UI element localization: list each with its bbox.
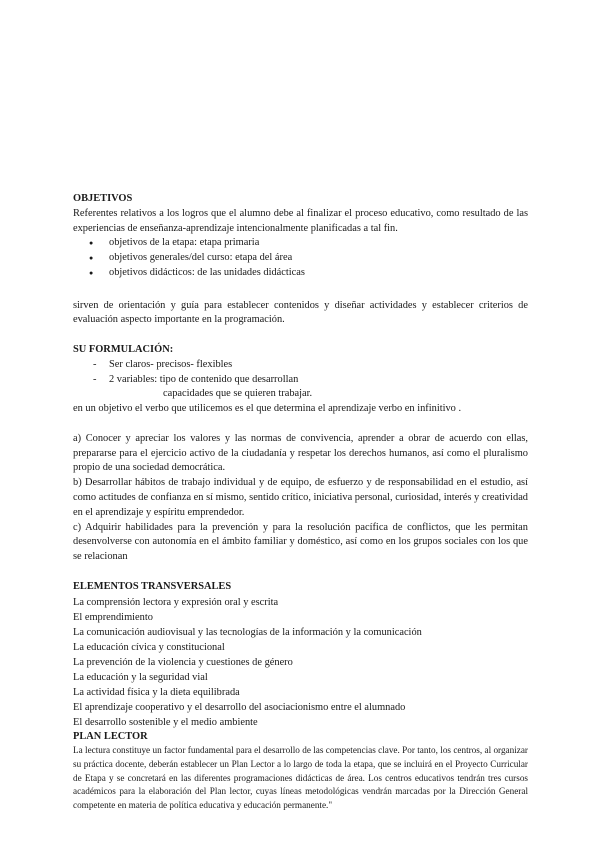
- list-item: ● objetivos de la etapa: etapa primaria: [73, 236, 528, 251]
- list-item: La educación cívica y constitucional: [73, 641, 225, 653]
- formulacion-heading: SU FORMULACIÓN:: [73, 343, 174, 355]
- list-item: - Ser claros- precisos- flexibles: [73, 358, 528, 373]
- list-item: La actividad física y la dieta equilibrada: [73, 686, 240, 698]
- list-item: - 2 variables: tipo de contenido que desarrollan: [73, 373, 528, 388]
- list-item: La comprensión lectora y expresión oral y escrita: [73, 596, 279, 608]
- objetivos-heading: OBJETIVOS: [73, 193, 133, 204]
- document-content: [73, 192, 528, 812]
- list-item: El desarrollo sostenible y el medio ambiente: [73, 716, 258, 728]
- list-item: El emprendimiento: [73, 611, 153, 623]
- example-c: c) Adquirir habilidades para la prevención y para la resolución pacífica de conflictos, que les permitan desenvolverse con autonomía en el ámbito familiar y doméstico, así como en los grupos sociales con los que se relacionan: [73, 521, 528, 563]
- list-item: ● objetivos generales/del curso: etapa del área: [73, 251, 528, 266]
- list-item: El aprendizaje cooperativo y el desarrollo del asociacionismo entre el alumnado: [73, 701, 406, 713]
- list-item: La prevención de la violencia y cuestiones de género: [73, 656, 293, 668]
- plan-lector-heading: PLAN LECTOR: [73, 730, 148, 742]
- objetivos-intro: Referentes relativos a los logros que el alumno debe al finalizar el proceso educativo, como resultado de las experiencias de enseñanza-aprendizaje intencionalmente planificadas a tal fin.: [73, 207, 528, 234]
- formulacion-list: [73, 358, 528, 388]
- plan-lector-text: La lectura constituye un factor fundamental para el desarrollo de las competencias clave. Por tanto, los centros, al organizar su práctica docente, deberán establecer un Plan Lector a lo largo de toda la etapa, que se incluirá en el Proyecto Curricular de Etapa y se concretará en las diferentes programaciones didácticas de área. Los centros educativos tendrán tres cursos académicos para la elaboración del Plan lector, cuyas líneas metodológicas vendrán marcadas por la Dirección General competente en materia de política educativa y educación permanente.": [73, 745, 528, 810]
- formulacion-note: en un objetivo el verbo que utilicemos es el que determina el aprendizaje verbo en infinitivo .: [73, 403, 462, 415]
- objetivos-purpose: sirven de orientación y guía para establecer contenidos y diseñar actividades y establecer criterios de evaluación aspecto importante en la programación.: [73, 299, 528, 326]
- list-item: La educación y la seguridad vial: [73, 671, 208, 683]
- transversales-heading: ELEMENTOS TRANSVERSALES: [73, 580, 232, 592]
- formulacion-sub-line: capacidades que se quieren trabajar.: [163, 388, 313, 400]
- example-b: b) Desarrollar hábitos de trabajo individual y de equipo, de esfuerzo y de responsabilidad en el estudio, así como actitudes de confianza en sí mismo, sentido crítico, iniciativa personal, curiosidad, interés y creatividad en el aprendizaje y espíritu emprendedor.: [73, 477, 528, 518]
- objetivos-list: [73, 236, 528, 280]
- example-a: a) Conocer y apreciar los valores y las normas de convivencia, aprender a obrar de acuerdo con ellas, prepararse para el ejercicio activo de la ciudadanía y respetar los derechos humanos, así como el pluralismo propio de una sociedad democrática.: [73, 432, 528, 474]
- list-item: ● objetivos didácticos: de las unidades didácticas: [73, 266, 528, 281]
- list-item: La comunicación audiovisual y las tecnologías de la información y la comunicación: [73, 626, 422, 638]
